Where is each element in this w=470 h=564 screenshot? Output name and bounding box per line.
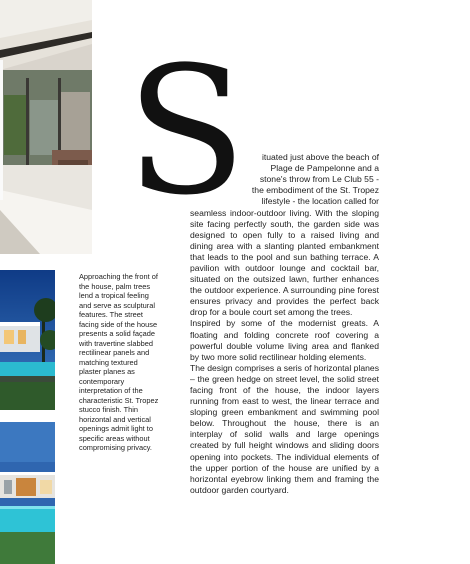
pool-facade-photo	[0, 422, 55, 564]
lead-lines	[190, 152, 379, 207]
side-caption: Approaching the front of the house, palm trees lend a tropical feeling and serve as sculptural features. The street facing side of the house presents a solid façade with travertine slabbed rectilinear panels and matching textured plaster planes as contemporary interpretation of the characteristic St. Tropez stucco finish. Thin horizontal and vertical openings admit light to specific areas without compromising privacy.	[79, 272, 159, 452]
lead-line: lifestyle - the location called for	[261, 196, 379, 207]
paragraph: The design comprises a seris of horizontal planes – the green hedge on street level, the solid street facing front of the house, the indoor layers running from east to west, the linear terrace and sloping green embankment and swimming pool below. Throughout the house, there is an interplay of solid walls and large openings created by full height windows and sliding doors opening into pockets. The individual elements of the upper portion of the house are unified by a horizontal eyebrow linking them and framing the outdoor garden courtyard.	[190, 362, 379, 495]
lead-line: ituated just above the beach of	[261, 152, 379, 162]
paragraph: Inspired by some of the modernist greats. A floating and folding concrete roof covering a powerful double volume living area and flanked by two more solid rectilinear holding elements.	[190, 318, 379, 362]
interior-photo	[0, 0, 92, 254]
article-body	[190, 208, 379, 496]
lead-line: Plage de Pampelonne and a	[270, 163, 379, 174]
dusk-exterior-photo	[0, 270, 55, 410]
drop-cap: S	[126, 29, 243, 234]
lead-line: stone's throw from Le Club 55 -	[259, 174, 379, 185]
lead-line: the embodiment of the St. Tropez	[251, 185, 379, 196]
paragraph: seamless indoor-outdoor living. With the sloping site facing perfectly south, the garden side was designed to open fully to a raised living and dining area with a slanting planted embankment that leads to the pool and sun bathing terrace. A pavilion with outdoor lounge and cocktail bar, situated on the outsized lawn, further enhances the outdoor experience. A surrounding pine forest ensures privacy and provides the perfect back drop for a boule court set among the trees.	[190, 207, 379, 318]
